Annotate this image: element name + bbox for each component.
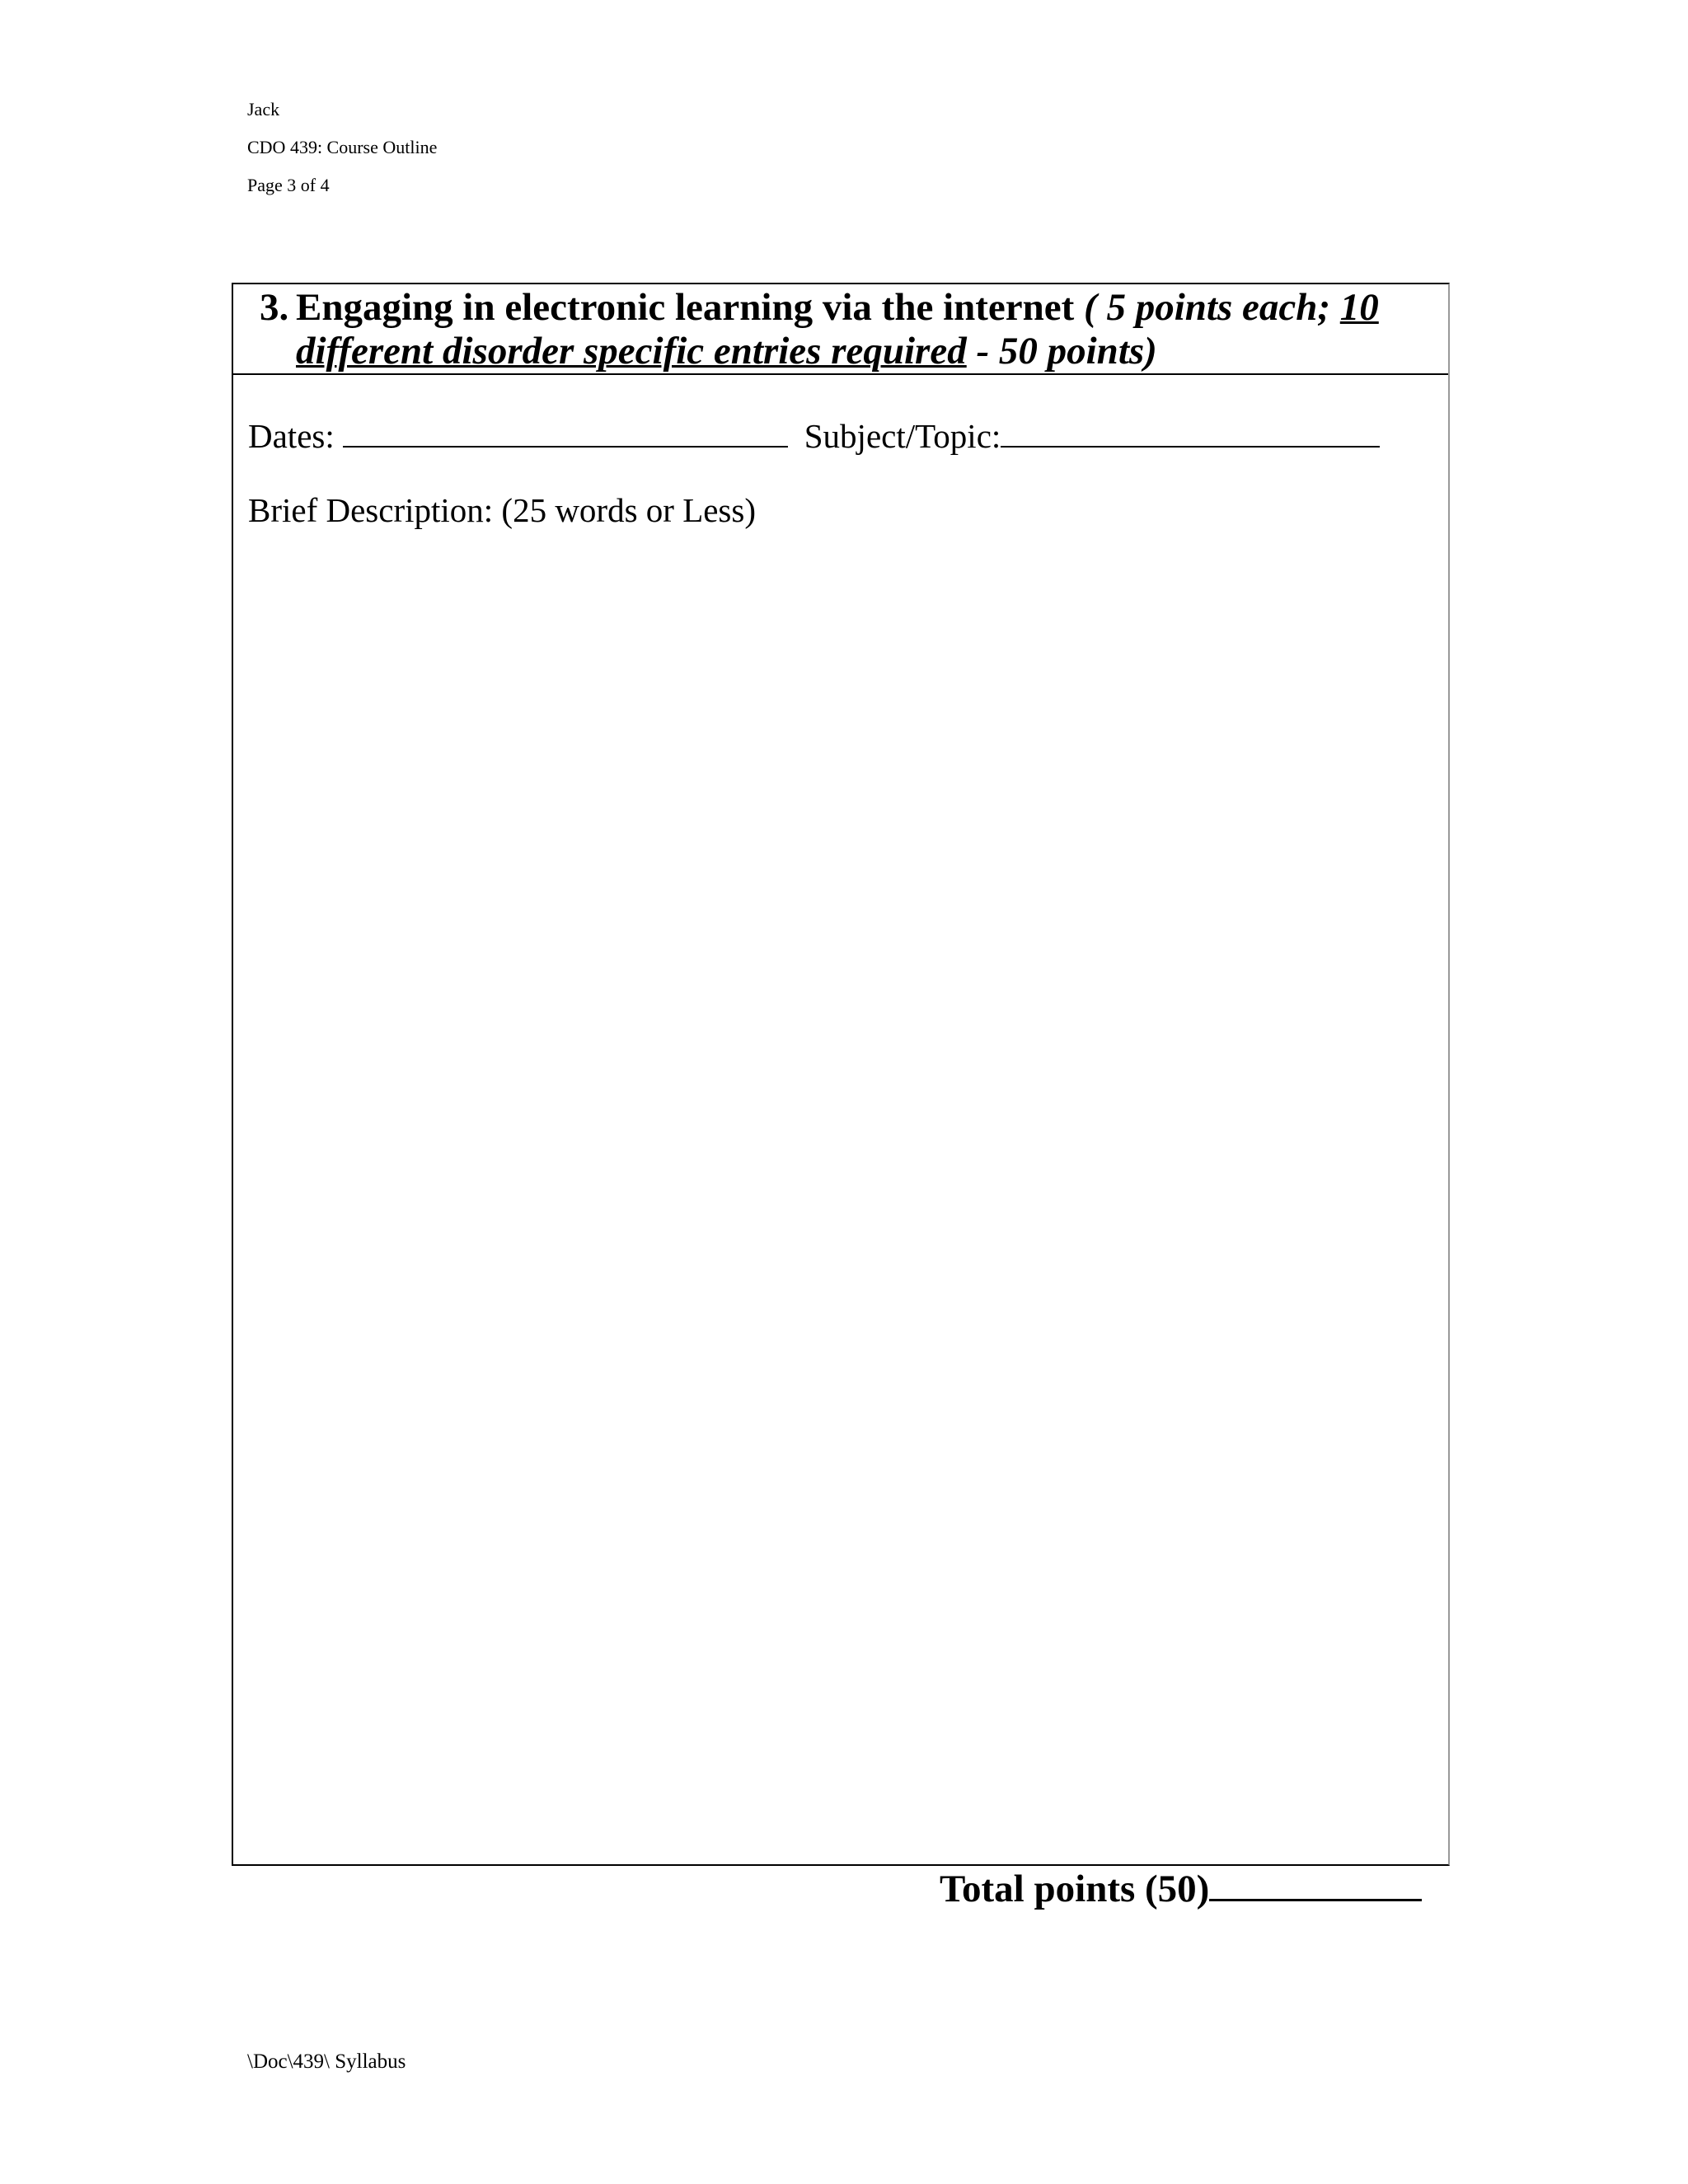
total-points-field[interactable]	[1209, 1864, 1422, 1901]
entry-form-box	[232, 283, 1450, 1866]
header-page-number: Page 3 of 4	[247, 175, 330, 195]
section-heading	[260, 286, 1430, 373]
subject-topic-label: Subject/Topic:	[804, 417, 1001, 455]
section-heading-line-2	[260, 330, 1430, 373]
total-points-label: Total points (50)	[940, 1868, 1210, 1910]
dates-field[interactable]	[343, 415, 788, 448]
subject-topic-field[interactable]	[1001, 415, 1380, 448]
footer-document-path: \Doc\439\ Syllabus	[247, 2050, 406, 2073]
section-title: Engaging in electronic learning via the internet	[296, 286, 1075, 329]
total-points	[940, 1864, 1422, 1912]
heading-divider	[233, 373, 1448, 375]
section-detail-prefix: ( 5 points each;	[1084, 286, 1340, 329]
section-detail-requirement: different disorder specific entries required	[296, 330, 967, 373]
section-heading-line-1	[260, 286, 1430, 330]
section-detail-suffix: - 50 points)	[966, 330, 1157, 373]
dates-subject-row	[248, 415, 1380, 456]
section-detail-count: 10	[1339, 286, 1379, 329]
header-course-title: CDO 439: Course Outline	[247, 137, 438, 157]
header-author: Jack	[247, 99, 280, 120]
brief-description-label: Brief Description: (25 words or Less)	[248, 491, 757, 529]
dates-label: Dates:	[248, 417, 335, 455]
section-number: 3.	[260, 286, 289, 329]
